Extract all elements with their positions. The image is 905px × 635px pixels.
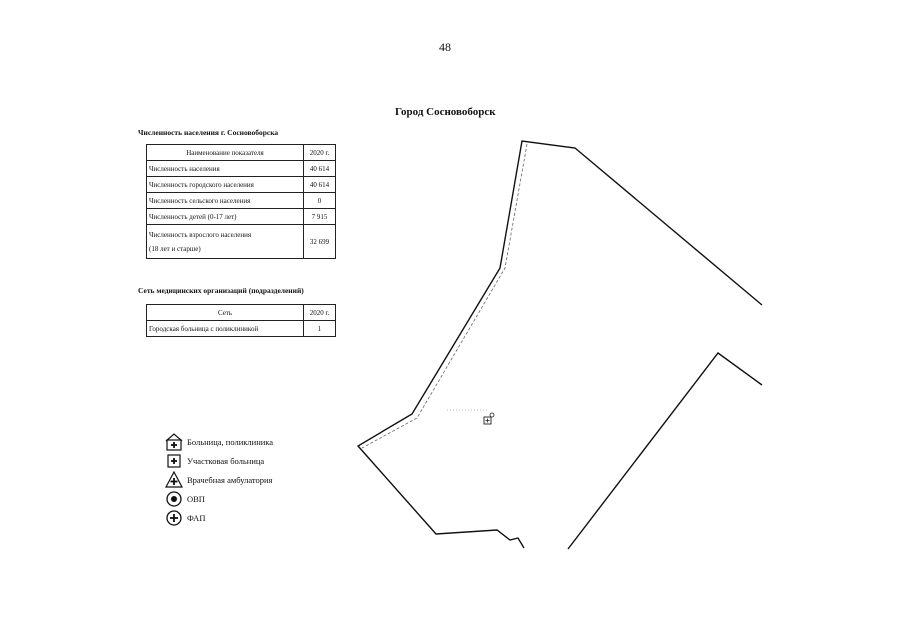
row-label: Численность сельского населения <box>147 193 304 209</box>
medical-heading: Сеть медицинских организаций (подразделений) <box>138 286 304 295</box>
row-value: 40 614 <box>304 161 336 177</box>
ovp-icon <box>165 490 183 508</box>
column-header-indicator: Наименование показателя <box>147 145 304 161</box>
legend-label: ОВП <box>187 493 205 504</box>
row-label: Численность населения <box>147 161 304 177</box>
legend-label: ФАП <box>187 512 206 523</box>
district-hospital-icon <box>165 452 183 470</box>
legend <box>165 432 273 527</box>
row-label: Численность городского населения <box>147 177 304 193</box>
legend-label: Участковая больница <box>187 455 265 466</box>
hospital-map-marker-icon <box>447 410 494 424</box>
row-value: 1 <box>304 321 336 337</box>
row-value: 7 915 <box>304 209 336 225</box>
row-label-line: (18 лет и старше) <box>149 244 201 253</box>
legend-item <box>165 451 273 470</box>
column-header-year: 2020 г. <box>304 145 336 161</box>
legend-item <box>165 489 273 508</box>
legend-item <box>165 508 273 527</box>
hospital-polyclinic-icon <box>165 433 183 451</box>
row-label: Численность детей (0-17 лет) <box>147 209 304 225</box>
row-value: 0 <box>304 193 336 209</box>
legend-item <box>165 470 273 489</box>
row-value: 32 699 <box>304 225 336 259</box>
row-value: 40 614 <box>304 177 336 193</box>
row-label-line: Численность взрослого населения <box>149 230 252 239</box>
map-title: Город Сосновоборск <box>395 106 496 118</box>
medical-ambulatory-icon <box>165 471 183 489</box>
legend-label: Больница, поликлиника <box>187 436 274 447</box>
legend-label: Врачебная амбулатория <box>187 474 273 485</box>
fap-icon <box>165 509 183 527</box>
legend-item <box>165 432 273 451</box>
row-label: Городская больница с поликлиникой <box>147 321 304 337</box>
population-heading: Численность населения г. Сосновоборска <box>138 128 279 137</box>
column-header-year: 2020 г. <box>304 305 336 321</box>
page-number: 48 <box>439 40 451 54</box>
city-boundary-line <box>358 141 762 549</box>
column-header-network: Сеть <box>147 305 304 321</box>
city-boundary-dashed-line <box>362 144 527 448</box>
